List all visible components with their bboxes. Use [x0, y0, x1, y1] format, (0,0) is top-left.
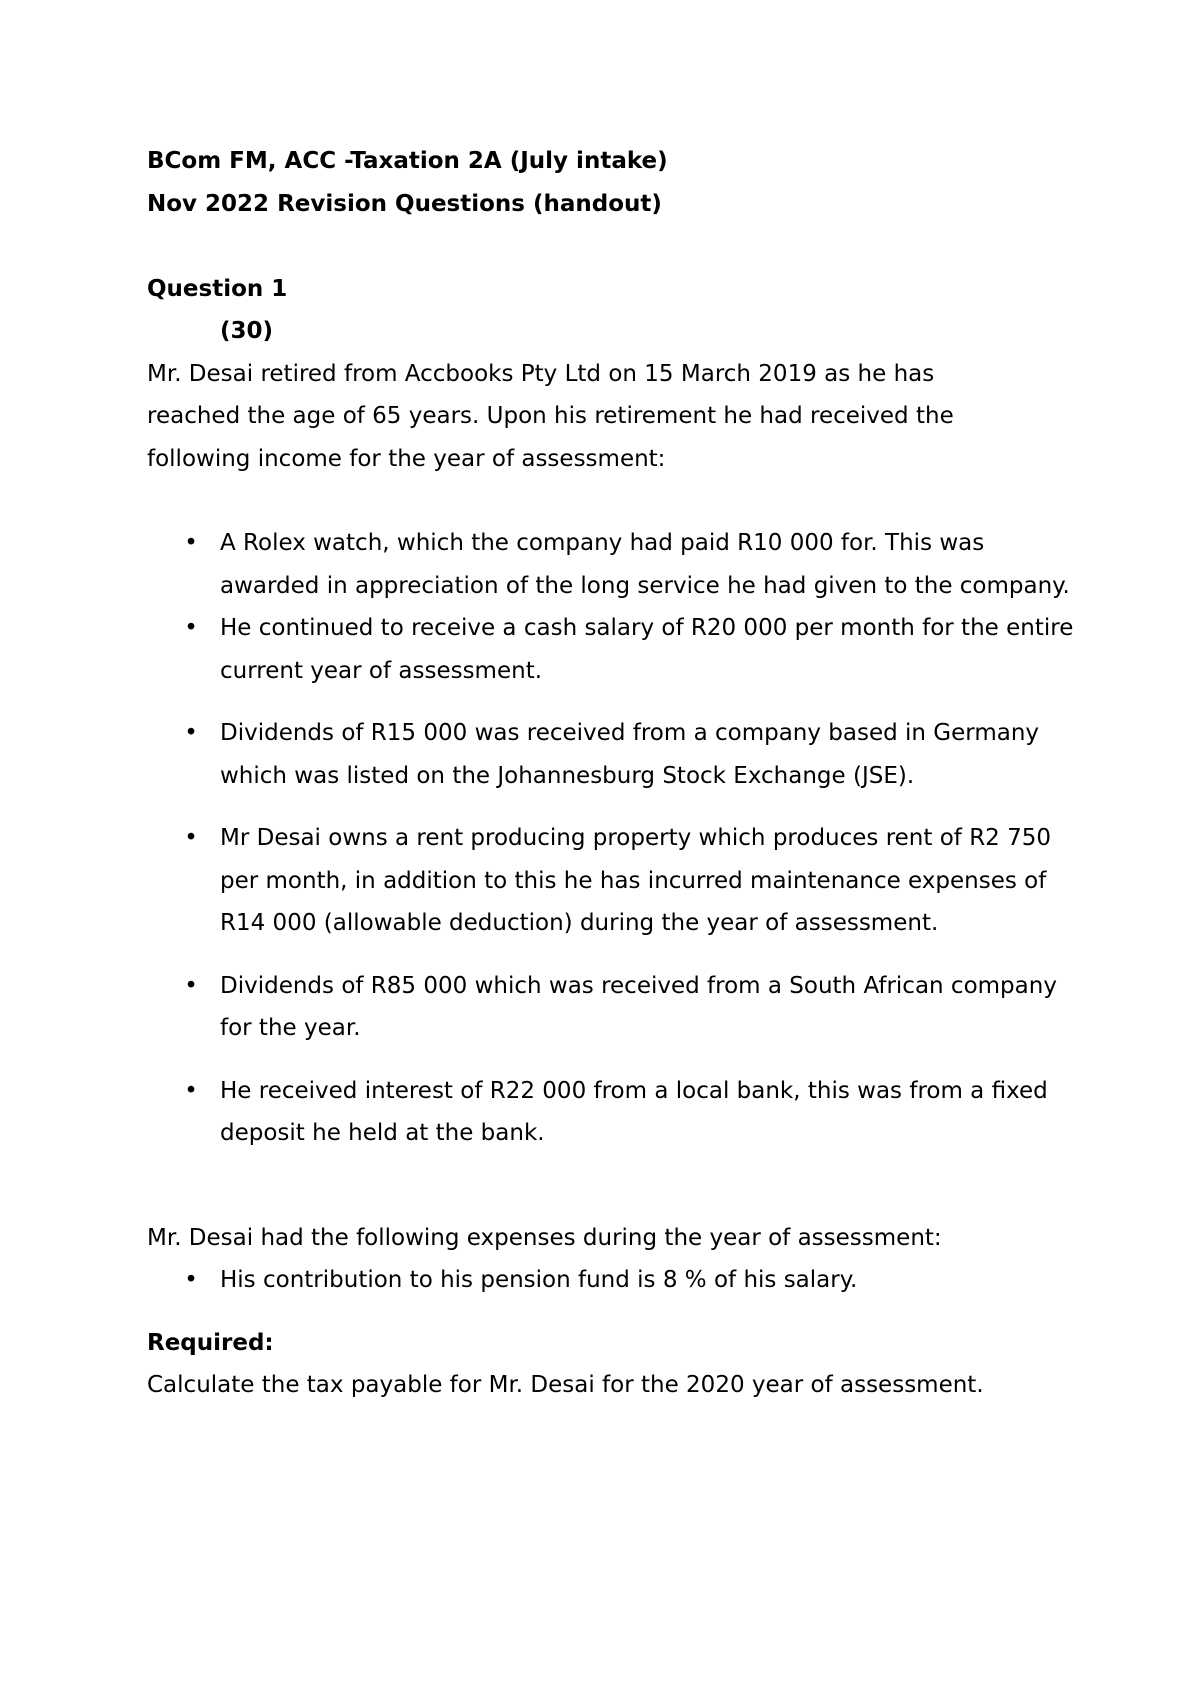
question-marks: (30): [220, 318, 274, 344]
bullet-icon: •: [184, 615, 198, 641]
list-item: • His contribution to his pension fund is 8 % of his salary.: [147, 1259, 1077, 1302]
bullet-icon: •: [184, 1267, 198, 1293]
income-list: [147, 522, 1077, 1155]
list-item: • He received interest of R22 000 from a local bank, this was from a fixed deposit he held at the bank.: [147, 1070, 1077, 1155]
list-item: • Dividends of R85 000 which was received from a South African company for the year.: [147, 965, 1077, 1050]
document-page: [147, 140, 1077, 1407]
list-item: • Mr Desai owns a rent producing property which produces rent of R2 750 per month, in addition to this he has incurred maintenance expenses of R14 000 (allowable deduction) during the year of assessment.: [147, 817, 1077, 945]
bullet-icon: •: [184, 1077, 198, 1104]
list-item: • Dividends of R15 000 was received from a company based in Germany which was listed on the Johannesburg Stock Exchange (JSE).: [147, 712, 1077, 797]
intro-line: following income for the year of assessment:: [147, 445, 666, 472]
bullet-icon: •: [184, 825, 198, 851]
question-title: Question 1: [147, 275, 288, 302]
list-item: • A Rolex watch, which the company had paid R10 000 for. This was awarded in appreciation of the long service he had given to the company.: [147, 522, 1077, 607]
expenses-intro: Mr. Desai had the following expenses during the year of assessment:: [147, 1224, 942, 1251]
bullet-icon: •: [184, 720, 198, 746]
required-text: Calculate the tax payable for Mr. Desai for the 2020 year of assessment.: [147, 1372, 984, 1398]
bullet-icon: •: [184, 972, 198, 999]
bullet-icon: •: [184, 530, 198, 556]
handout-subtitle: Nov 2022 Revision Questions (handout): [147, 190, 662, 217]
intro-line: reached the age of 65 years. Upon his retirement he had received the: [147, 403, 954, 429]
course-title: BCom FM, ACC -Taxation 2A (July intake): [147, 148, 668, 174]
list-item: • He continued to receive a cash salary of R20 000 per month for the entire current year of assessment.: [147, 607, 1077, 692]
question-intro: [147, 353, 1077, 481]
intro-line: Mr. Desai retired from Accbooks Pty Ltd on 15 March 2019 as he has: [147, 360, 935, 387]
expense-list: [147, 1259, 1077, 1302]
required-label: Required:: [147, 1329, 274, 1356]
